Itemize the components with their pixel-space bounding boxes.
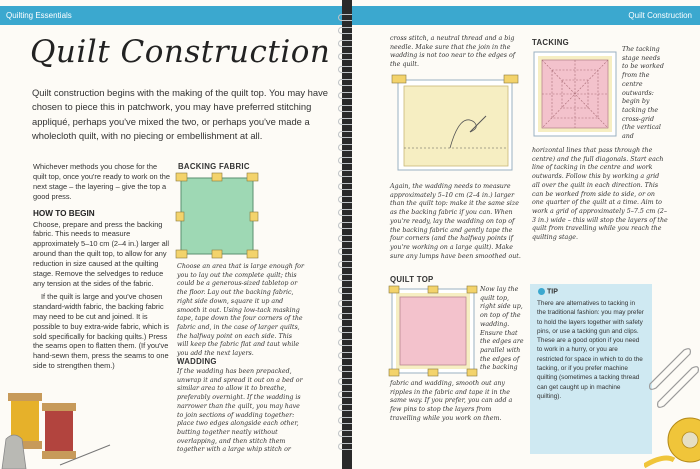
tape-corner xyxy=(467,369,477,376)
intro-paragraph: Quilt construction begins with the making of the quilt top. You may have chosen to piece this in patchwork, you may have preferred stitching appliqué, perhaps you've mixed the two, or perhaps you've made a wholecloth quilt, with no piecing or embellishment at all. xyxy=(32,87,329,142)
wadding-continued-caption: cross stitch, a neutral thread and a big needle. Make sure that the join in the wadding is not too near to the edges of the quilt. xyxy=(390,35,516,69)
tip-heading: TIP xyxy=(547,288,558,296)
red-thread-spool xyxy=(45,411,73,451)
tape-corner xyxy=(467,286,477,293)
thimble-icon xyxy=(2,435,26,469)
tape-corner xyxy=(392,75,406,83)
tape-halfway xyxy=(176,212,184,221)
quilt-top-illustration xyxy=(388,285,478,377)
tape-measure-strip xyxy=(644,458,674,466)
tape-halfway xyxy=(212,250,222,258)
tip-box xyxy=(530,284,652,454)
quilt-top-heading: QUILT TOP xyxy=(390,275,434,284)
tape-halfway xyxy=(428,369,438,376)
tape-halfway xyxy=(428,286,438,293)
tip-label xyxy=(538,288,558,295)
backing-fabric-swatch xyxy=(181,178,253,254)
tape-corner xyxy=(176,250,187,258)
spool-rim xyxy=(42,403,76,411)
backing-fabric-illustration xyxy=(175,172,259,260)
tape-corner xyxy=(176,173,187,181)
wadding-caption: If the wadding has been prepacked, unwrap it and spread it out on a bed or similar area to allow it to breathe, preferably overnight. If the wadding is narrower than the quilt, you may have to join sections of wadding together: place two edges alongside each other, butting together neatly without overlapping, and then stitch them together with a large whip stitch or xyxy=(177,368,303,454)
tape-corner xyxy=(389,286,399,293)
tape-corner xyxy=(247,173,258,181)
tape-corner xyxy=(504,75,518,83)
tape-measure-hub xyxy=(682,432,698,448)
tape-halfway xyxy=(250,212,258,221)
safety-pin-icon xyxy=(650,349,691,390)
pins-and-tape-illustration xyxy=(644,344,700,469)
tip-icon xyxy=(538,288,545,295)
tacking-side-caption: The tacking stage needs to be worked from the centre outwards: begin by tacking the cross-grid (the vertical and xyxy=(622,46,664,141)
quilt-top-bottom-caption: fabric and wadding, smooth out any ripples in the fabric and tape it in the same way. If you prefer, you can add a few pins to stop the layers from travelling while you work on them. xyxy=(390,380,513,422)
quilt-top-side-caption: Now lay the quilt top, right side up, on top of the wadding. Ensure that the edges are parallel with the edges of the backing xyxy=(480,286,524,372)
backing-fabric-heading: BACKING FABRIC xyxy=(178,162,250,171)
how-to-begin-heading: HOW TO BEGIN xyxy=(33,208,95,218)
tape-halfway xyxy=(212,173,222,181)
tacking-heading: TACKING xyxy=(532,38,570,47)
sewing-notions-illustration xyxy=(0,375,120,469)
left-running-header: Quilting Essentials xyxy=(0,6,342,25)
left-page xyxy=(0,0,342,469)
quilt-top-fabric xyxy=(400,297,466,365)
wadding-measure-caption: Again, the wadding needs to measure approximately 5–10 cm (2–4 in.) larger than the quilt top: make it the same size as the backing fabric if you can. When you're ready, lay the wadding on top of the backing fabric and gently tape the four corners (and the halfway points if you're working on a large quilt). Make sure any lumps have been smoothed out. xyxy=(390,183,521,260)
spool-rim xyxy=(42,451,76,459)
backing-fabric-caption: Choose an area that is large enough for you to lay out the complete quilt; this could be a generous-sized tabletop or the floor. Lay out the backing fabric, right side down, square it up and smooth it out. Using low-tack masking tape, tape down the four corners of the fabric and, in the case of larger quilts, the halfway point on each side. This will keep the fabric flat and taut while you add the next layers. xyxy=(177,263,304,358)
body-column-left xyxy=(33,162,171,374)
wadding-layer xyxy=(404,86,508,166)
right-running-header: Quilt Construction xyxy=(352,6,700,25)
tacking-illustration xyxy=(530,48,620,140)
safety-pin-icon xyxy=(658,367,699,408)
tacking-bottom-caption: horizontal lines that pass through the centre) and the full diagonals. Start each line of tacking in the centre and work outwards. Follow this by working a grid all over the quilt in each direction. This can be worked from side to side, or on one quarter of the quilt at a time. Aim to work a grid of approximately 5–7.5 cm (2–3 in.) wide – this will stop the layers of the quilt from travelling while you reach the quilting stage. xyxy=(532,147,668,242)
how-to-paragraph-2: If the quilt is large and you've chosen standard-width fabric, the backing fabric may need to be cut and joined. It is possible to buy extra-wide fabric, which is sold specifically for backing quilts.) Press the seams open to flatten them. (If you've hand-sewn them, press the seams to one side to strengthen them.) xyxy=(33,291,169,371)
tip-text: There are alternatives to tacking in the traditional fashion: you may prefer to hold the layers together with safety pins, or use a tacking gun and clips. These are a good option if you need to work in a hurry, or you are restricted for space in which to do the tacking, or if you prefer machine quilting (sometimes a tacking thread can get caught up in machine quilting). xyxy=(537,300,644,400)
wadding-heading: WADDING xyxy=(177,357,217,366)
tape-corner xyxy=(389,369,399,376)
tape-corner xyxy=(247,250,258,258)
page-title: Quilt Construction xyxy=(30,34,331,70)
right-page xyxy=(352,0,700,469)
how-to-paragraph-1: Choose, prepare and press the backing fabric. This needs to measure approximately 5–10 cm (2–4 in.) larger all around than the quilt top, to allow for any reduction in size caused at the quilting stage. Remove the selvedges to reduce any tension at the sides of the fabric. xyxy=(33,219,169,288)
spool-rim xyxy=(8,393,42,401)
wadding-join-illustration xyxy=(390,72,520,176)
opening-paragraph: Whichever methods you chose for the quilt top, once you're ready to work on the next stage – the layering – give the top a good press. xyxy=(33,162,170,201)
